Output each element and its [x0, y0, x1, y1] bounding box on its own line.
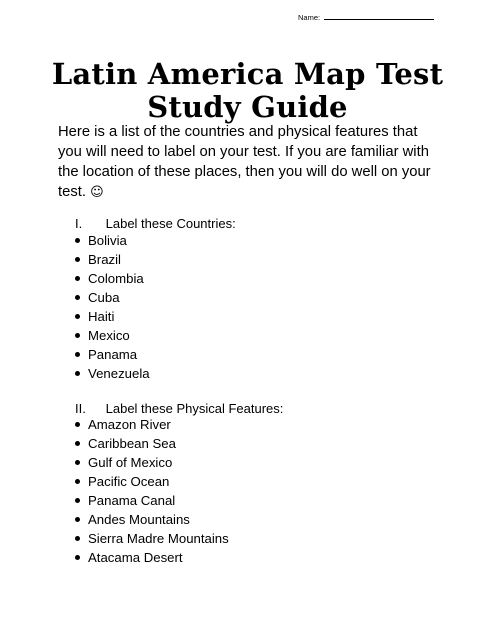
bullet-icon: [75, 441, 80, 446]
section-number: I.: [75, 216, 83, 231]
name-blank-line: [324, 12, 434, 20]
list-item-label: Sierra Madre Mountains: [88, 531, 229, 546]
list-item: [75, 326, 150, 345]
intro-paragraph: [58, 122, 438, 203]
bullet-icon: [75, 295, 80, 300]
list-item-label: Bolivia: [88, 233, 127, 248]
list-item-label: Atacama Desert: [88, 550, 183, 565]
smiley-icon: ☺: [90, 185, 104, 200]
bullet-icon: [75, 460, 80, 465]
section-heading-text: Label these Countries:: [105, 216, 236, 231]
bullet-icon: [75, 517, 80, 522]
list-item-label: Pacific Ocean: [88, 474, 170, 489]
section-countries-heading: [75, 216, 236, 231]
bullet-icon: [75, 422, 80, 427]
list-item-label: Amazon River: [88, 417, 171, 432]
title-line-2: Study Guide: [147, 90, 348, 124]
name-field: [298, 12, 434, 22]
bullet-icon: [75, 314, 80, 319]
list-item: [75, 307, 150, 326]
list-item: [75, 453, 229, 472]
list-item: [75, 434, 229, 453]
list-item: [75, 510, 229, 529]
list-item-label: Venezuela: [88, 366, 150, 381]
features-list: [75, 415, 229, 567]
list-item-label: Panama Canal: [88, 493, 176, 508]
list-item: [75, 269, 150, 288]
list-item: [75, 364, 150, 383]
list-item: [75, 491, 229, 510]
name-label: Name:: [298, 13, 321, 22]
list-item-label: Colombia: [88, 271, 144, 286]
list-item-label: Mexico: [88, 328, 130, 343]
bullet-icon: [75, 276, 80, 281]
list-item-label: Gulf of Mexico: [88, 455, 173, 470]
bullet-icon: [75, 536, 80, 541]
list-item: [75, 288, 150, 307]
bullet-icon: [75, 352, 80, 357]
list-item-label: Andes Mountains: [88, 512, 190, 527]
list-item-label: Caribbean Sea: [88, 436, 176, 451]
bullet-icon: [75, 333, 80, 338]
list-item: [75, 345, 150, 364]
section-features-heading: [75, 401, 283, 416]
list-item: [75, 548, 229, 567]
bullet-icon: [75, 238, 80, 243]
list-item: [75, 529, 229, 548]
bullet-icon: [75, 479, 80, 484]
list-item-label: Brazil: [88, 252, 121, 267]
bullet-icon: [75, 371, 80, 376]
bullet-icon: [75, 498, 80, 503]
list-item-label: Panama: [88, 347, 138, 362]
bullet-icon: [75, 257, 80, 262]
list-item: [75, 250, 150, 269]
countries-list: [75, 231, 150, 383]
bullet-icon: [75, 555, 80, 560]
list-item: [75, 472, 229, 491]
intro-text: Here is a list of the countries and physical features that you will need to label on your test. If you are familiar with the location of these places, then you will do well on your test.: [58, 124, 431, 200]
list-item-label: Haiti: [88, 309, 115, 324]
list-item: [75, 231, 150, 250]
section-number: II.: [75, 401, 86, 416]
title-line-1: Latin America Map Test: [51, 57, 444, 91]
section-heading-text: Label these Physical Features:: [105, 401, 284, 416]
list-item: [75, 415, 229, 434]
list-item-label: Cuba: [88, 290, 120, 305]
